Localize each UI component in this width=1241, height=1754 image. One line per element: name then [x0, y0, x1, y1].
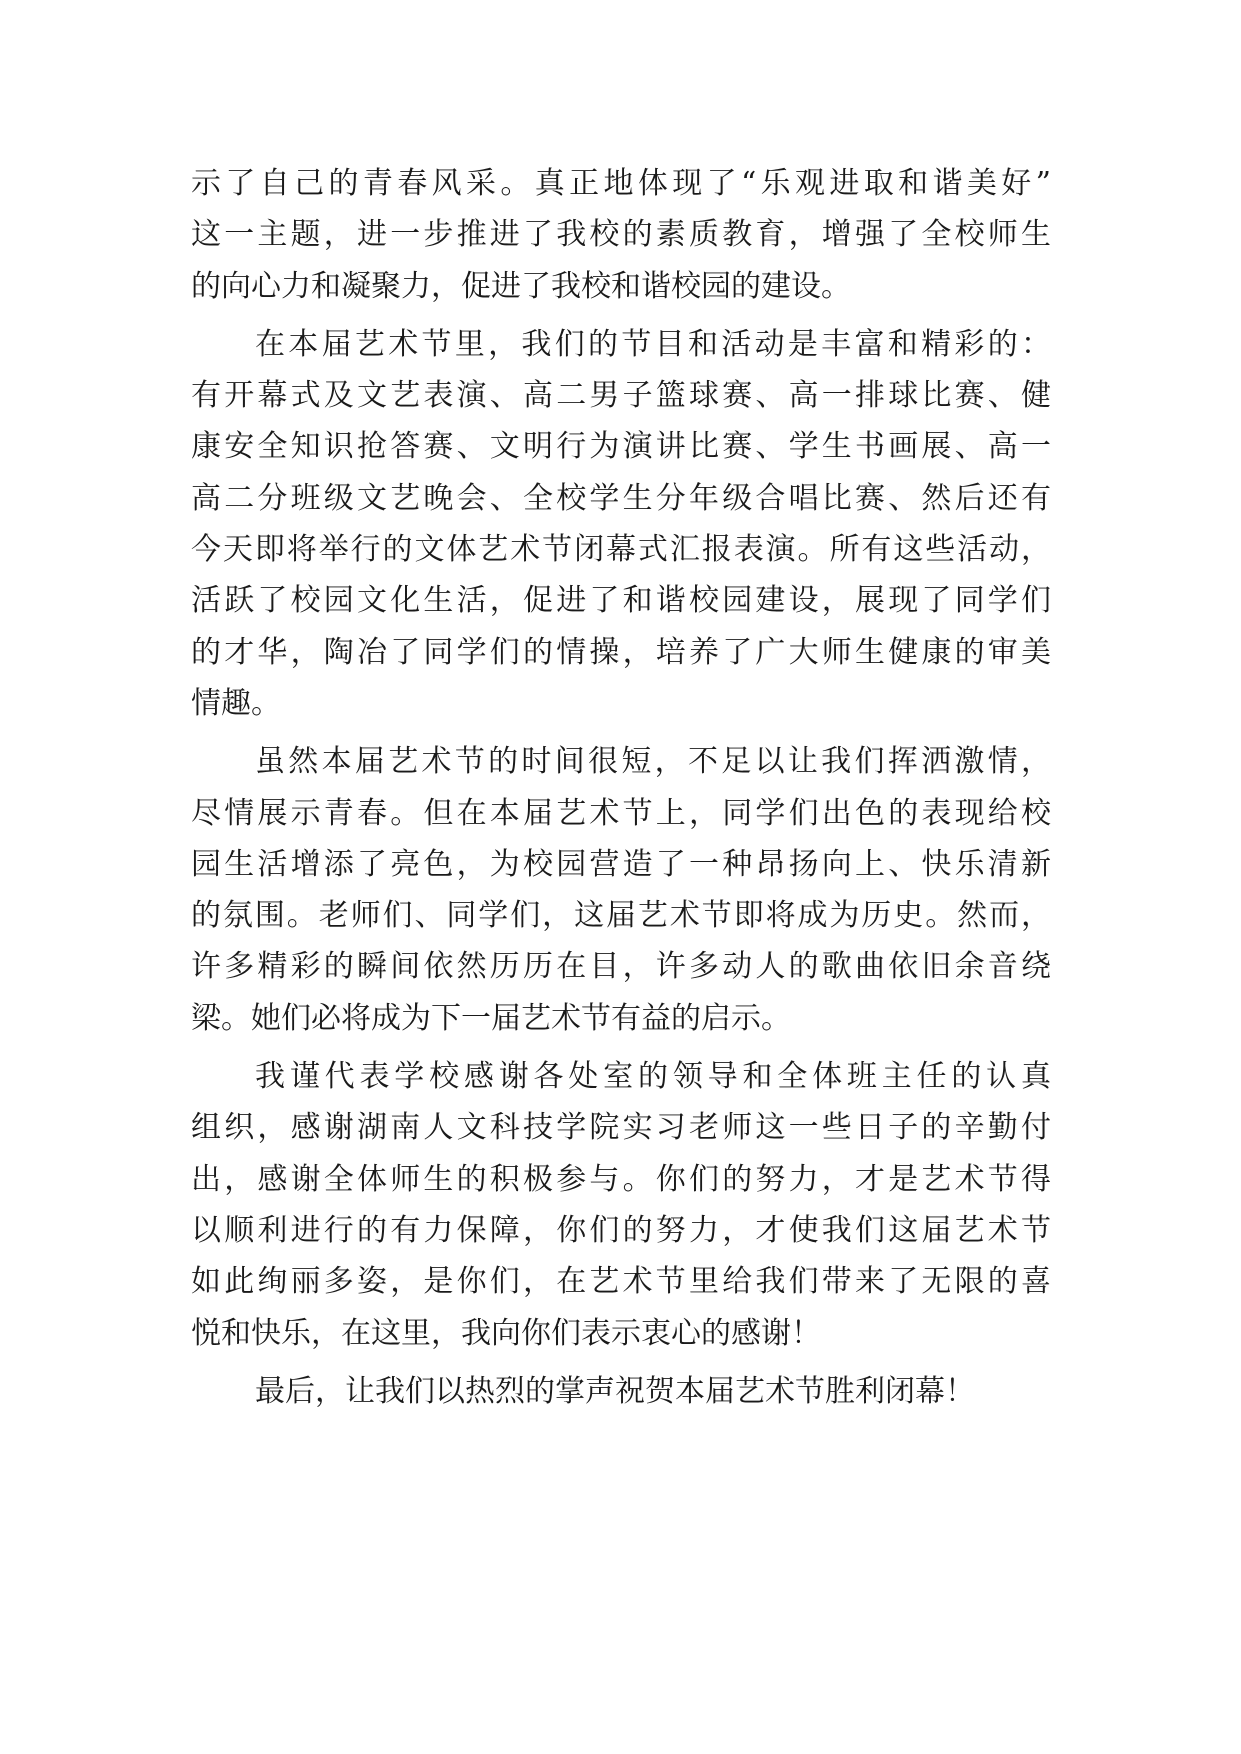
paragraph-gap [191, 312, 1051, 319]
text-line: 这一主题，进一步推进了我校的素质教育，增强了全校师生 [191, 217, 1051, 253]
text-line: 高二分班级文艺晚会、全校学生分年级合唱比赛、然后还有 [191, 480, 1051, 516]
text-line: 梁。她们必将成为下一届艺术节有益的启示。 [191, 1000, 791, 1036]
text-line: 最后，让我们以热烈的掌声祝贺本届艺术节胜利闭幕！ [255, 1373, 975, 1409]
text-line: 以顺利进行的有力保障，你们的努力，才使我们这届艺术节 [191, 1212, 1051, 1248]
text-line: 的氛围。老师们、同学们，这届艺术节即将成为历史。然而， [191, 898, 1051, 934]
text-line: 的向心力和凝聚力，促进了我校和谐校园的建设。 [191, 268, 851, 304]
text-line: 悦和快乐，在这里，我向你们表示衷心的感谢！ [191, 1315, 821, 1351]
paragraph-5 [191, 1366, 1051, 1417]
text-line: 示了自己的青春风采。真正地体现了“乐观进取和谐美好” [191, 166, 1051, 201]
paragraph-1 [191, 158, 1051, 312]
paragraph-4 [191, 1051, 1051, 1359]
paragraph-gap [191, 1359, 1051, 1366]
text-line: 情趣。 [191, 685, 281, 721]
document-body [191, 158, 1051, 1417]
text-line: 组织，感谢湖南人文科技学院实习老师这一些日子的辛勤付 [191, 1110, 1051, 1146]
text-line: 的才华，陶冶了同学们的情操，培养了广大师生健康的审美 [191, 634, 1051, 670]
text-line: 在本届艺术节里，我们的节目和活动是丰富和精彩的： [255, 326, 1051, 362]
text-line: 园生活增添了亮色，为校园营造了一种昂扬向上、快乐清新 [191, 846, 1051, 882]
text-line: 有开幕式及文艺表演、高二男子篮球赛、高一排球比赛、健 [191, 378, 1051, 414]
paragraph-gap [191, 1044, 1051, 1051]
text-line: 虽然本届艺术节的时间很短，不足以让我们挥洒激情， [255, 744, 1051, 780]
text-line: 今天即将举行的文体艺术节闭幕式汇报表演。所有这些活动， [191, 532, 1051, 568]
text-line: 康安全知识抢答赛、文明行为演讲比赛、学生书画展、高一 [191, 429, 1051, 465]
text-line: 许多精彩的瞬间依然历历在目，许多动人的歌曲依旧余音绕 [191, 949, 1051, 985]
text-line: 尽情展示青春。但在本届艺术节上，同学们出色的表现给校 [191, 795, 1051, 831]
paragraph-gap [191, 729, 1051, 736]
text-line: 如此绚丽多姿，是你们，在艺术节里给我们带来了无限的喜 [191, 1264, 1051, 1300]
text-line: 出，感谢全体师生的积极参与。你们的努力，才是艺术节得 [191, 1161, 1051, 1197]
paragraph-3 [191, 736, 1051, 1044]
text-line: 活跃了校园文化生活，促进了和谐校园建设，展现了同学们 [191, 583, 1051, 619]
text-line: 我谨代表学校感谢各处室的领导和全体班主任的认真 [255, 1059, 1051, 1095]
paragraph-2 [191, 319, 1051, 729]
